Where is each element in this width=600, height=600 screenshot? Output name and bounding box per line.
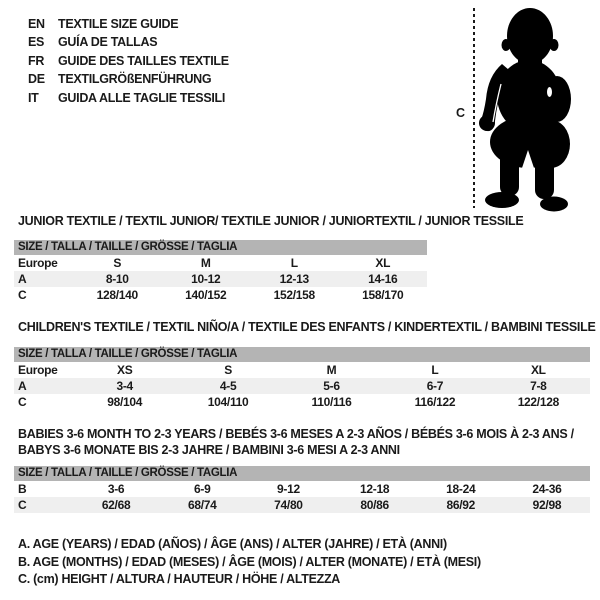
guide-title: TEXTILGRÖßENFÜHRUNG: [58, 72, 212, 87]
language-code: DE: [28, 72, 45, 87]
row-label: B: [18, 482, 27, 496]
babies-table-title: [18, 426, 574, 458]
row-label: A: [18, 379, 27, 393]
height-measure-label: C: [456, 106, 465, 120]
size-header-bar: SIZE / TALLA / TAILLE / GRÖSSE / TAGLIA: [14, 466, 590, 481]
table-row: [14, 394, 590, 410]
baby-silhouette-icon: [478, 4, 578, 214]
size-cell: 24-36: [532, 482, 562, 496]
size-cell: XL: [530, 363, 546, 377]
size-cell: 3-6: [107, 482, 125, 496]
junior-size-table: [14, 240, 427, 303]
footnote-a: A. AGE (YEARS) / EDAD (AÑOS) / ÂGE (ANS) / ALTER (JAHRE) / ETÀ (ANNI): [18, 537, 447, 551]
table-row: [14, 362, 590, 378]
row-label: C: [18, 288, 27, 302]
language-code: EN: [28, 17, 45, 31]
size-cell: 158/170: [362, 288, 404, 302]
size-cell: 110/116: [311, 395, 352, 409]
size-cell: 12-18: [360, 482, 390, 496]
size-cell: 80/86: [360, 498, 389, 512]
size-cell: 86/92: [446, 498, 476, 512]
size-cell: 7-8: [530, 379, 547, 393]
row-label: A: [18, 272, 27, 286]
size-cell: L: [431, 363, 439, 377]
size-cell: 12-13: [279, 272, 309, 286]
size-cell: 104/110: [207, 395, 249, 409]
children-size-table: [14, 347, 590, 410]
footnote-b: B. AGE (MONTHS) / EDAD (MESES) / ÂGE (MOIS) / ALTER (MONATE) / ETÀ (MESI): [18, 554, 481, 569]
row-label: C: [18, 395, 27, 409]
size-cell: 10-12: [191, 272, 221, 286]
size-cell: 6-7: [426, 379, 444, 393]
size-cell: 92/98: [532, 498, 562, 512]
junior-table-title: JUNIOR TEXTILE / TEXTIL JUNIOR/ TEXTILE JUNIOR / JUNIORTEXTIL / JUNIOR TESSILE: [18, 214, 524, 228]
size-cell: 98/104: [107, 395, 143, 409]
size-cell: 68/74: [187, 498, 217, 512]
size-cell: S: [113, 256, 122, 270]
size-cell: 122/128: [517, 395, 559, 409]
language-row: [28, 52, 229, 70]
table-row: [14, 255, 427, 271]
language-row: [28, 15, 229, 33]
babies-title-line1: BABIES 3-6 MONTH TO 2-3 YEARS / BEBÉS 3-6 MESES A 2-3 AÑOS / BÉBÉS 3-6 MOIS À 2-3 ANS /: [18, 427, 574, 441]
babies-title-line2: BABYS 3-6 MONATE BIS 2-3 JAHRE / BAMBINI 3-6 MESI A 2-3 ANNI: [18, 443, 400, 457]
size-cell: S: [224, 363, 232, 377]
table-row: [14, 287, 427, 303]
size-cell: XS: [116, 363, 133, 377]
size-cell: L: [290, 256, 298, 270]
footnote-c: C. (cm) HEIGHT / ALTURA / HAUTEUR / HÖHE / ALTEZZA: [18, 572, 341, 587]
size-cell: 62/68: [101, 498, 131, 512]
row-label: Europe: [18, 363, 58, 377]
size-cell: 5-6: [323, 379, 340, 393]
language-code: IT: [28, 90, 39, 105]
children-table-title: CHILDREN'S TEXTILE / TEXTIL NIÑO/A / TEXTILE DES ENFANTS / KINDERTEXTIL / BAMBINI TESSILE: [18, 320, 596, 334]
size-cell: 8-10: [105, 272, 129, 286]
size-cell: 14-16: [368, 272, 398, 286]
size-cell: 140/152: [185, 288, 227, 302]
language-code: FR: [28, 53, 45, 68]
size-cell: M: [200, 256, 211, 270]
size-cell: 128/140: [96, 288, 138, 302]
guide-title: GUIDA ALLE TAGLIE TESSILI: [58, 90, 226, 105]
guide-title: TEXTILE SIZE GUIDE: [58, 17, 179, 31]
size-cell: M: [326, 363, 337, 377]
size-cell: 18-24: [446, 482, 476, 496]
row-label: Europe: [18, 256, 58, 270]
table-row: [14, 271, 427, 287]
language-row: [28, 33, 229, 51]
size-cell: 3-4: [116, 379, 133, 393]
height-measure-dashed-line: [473, 8, 475, 208]
language-code: ES: [28, 35, 45, 50]
size-cell: 116/122: [414, 395, 456, 409]
language-row: [28, 89, 229, 107]
guide-title: GUÍA DE TALLAS: [58, 35, 158, 50]
babies-size-table: [14, 466, 590, 513]
language-title-list: [28, 15, 229, 107]
size-cell: XL: [375, 256, 391, 270]
row-label: C: [18, 498, 27, 512]
size-cell: 9-12: [277, 482, 300, 496]
size-cell: 74/80: [274, 498, 303, 512]
size-cell: 152/158: [273, 288, 315, 302]
language-row: [28, 70, 229, 88]
table-row: [14, 378, 590, 394]
guide-title: GUIDE DES TAILLES TEXTILE: [58, 53, 229, 68]
size-cell: 6-9: [194, 482, 211, 496]
table-row: [14, 481, 590, 497]
table-row: [14, 497, 590, 513]
footnote-legend: [18, 536, 481, 589]
size-header-bar: SIZE / TALLA / TAILLE / GRÖSSE / TAGLIA: [14, 347, 590, 362]
size-header-bar: SIZE / TALLA / TAILLE / GRÖSSE / TAGLIA: [14, 240, 427, 255]
size-cell: 4-5: [219, 379, 237, 393]
